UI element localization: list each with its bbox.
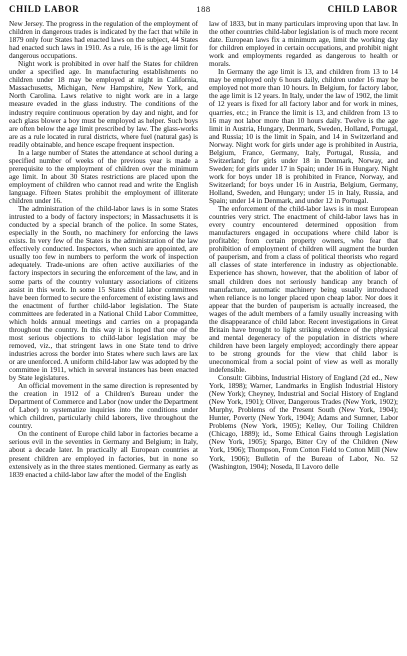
text-columns bbox=[9, 20, 398, 479]
header-right-title: CHILD LABOR bbox=[327, 4, 398, 14]
left-column bbox=[9, 20, 198, 479]
header-left-title: CHILD LABOR bbox=[9, 4, 80, 14]
paragraph: New Jersey. The progress in the regulation of the employment of children in dangerous trades is indicated by the fact that while in 1879 only four States had enacted laws on the subject, 44 States had enacted such laws in 1910. As a rule, 16 is the age limit for dangerous occupations. bbox=[9, 20, 198, 61]
paragraph: In a large number of States the attendance at school during a specified number of weeks of the previous year is made a prerequisite to the employment of children over the minimum age limit. In about 30 States restrictions are placed upon the employment of children who cannot read and write the English language. Fifteen States prohibit the employment of illiterate children under 16. bbox=[9, 148, 198, 206]
paragraph: Night work is prohibited in over half the States for children under a specified age. In manufacturing establishments no children under 18 may be employed at night in California, Massachusetts, Michigan, New Hampshire, New York, and North Carolina. Laws relative to night work are in a large measure evaded in the glass industry. The conditions of the industry require continuous operation by day and night, and for each glass blower a boy must be employed as helper. Such boys are often below the age limit prescribed by law. The glass-works are as a rule located in rural districts, where fuel (natural gas) is readily obtainable, and hence escape frequent inspection. bbox=[9, 60, 198, 149]
page-number: 188 bbox=[196, 4, 211, 14]
paragraph: law of 1833, but in many particulars improving upon that law. In the other countries child-labor legislation is of much more recent date. European laws fix a minimum age, limit the working day for children employed in certain occupations, and prohibit night work and employments regarded as dangerous to health or morals. bbox=[209, 20, 398, 69]
paragraph: Consult: Gibbins, Industrial History of England (2d ed., New York, 1898); Warner, Landmarks in English Industrial History (New York); Cheyney, Industrial and Social History of England (New York, 1901); Oliver, Dangerous Trades (New York, 1902); Murphy, Problems of the Present South (New York, 1904); Hunter, Poverty (New York, 1904); Adams and Sumner, Labor Problems (New York, 1905); Kelley, Our Toiling Children (Chicago, 1889); id., Some Ethical Gains through Legislation (New York, 1905); Spargo, Bitter Cry of the Children (New York, 1906); Thompson, From Cotton Field to Cotton Mill (New York, 1906); Bulletin of the Bureau of Labor, No. 52 (Washington, 1904); Noseda, Il Lavoro delle bbox=[209, 374, 398, 471]
paragraph: An official movement in the same direction is represented by the creation in 1912 of a Children's Bureau under the Department of Commerce and Labor (now under the Department of Labor) to systematize inquiries into the conditions under which children, particularly child laborers, live throughout the country. bbox=[9, 382, 198, 431]
paragraph: The administration of the child-labor laws is in some States intrusted to a body of factory inspectors; in Massachusetts it is conducted by a special branch of the police. In some States, especially in the South, no machinery for enforcing the laws exists. In very few of the States is the administration of the law effectively conducted. Inspectors, when such are appointed, are usually too few in numbers to perform the work of inspection adequately. Trade-unions are often active auxiliaries of the factory inspectors in securing the enforcement of the law, and in some parts of the country voluntary associations of citizens assist in this work. In some 15 States child labor committees have been formed to secure the enforcement of existing laws and the enactment of further child-labor legislation. The State committees are federated in a National Child Labor Committee, which holds annual meetings and carries on a propaganda throughout the country. In this way it is hoped that one of the most serious objections to child-labor legislation may be removed, viz., that stringent laws in one State tend to drive industries across the border into States where such laws are lax or are unenforced. A uniform child-labor law was adopted by the committee in 1911, which in several instances has been enacted by State legislatures. bbox=[9, 205, 198, 383]
right-column bbox=[209, 20, 398, 479]
running-header bbox=[9, 4, 398, 18]
paragraph: The enforcement of the child-labor laws is in most European countries very strict. The enactment of child-labor laws has in every country encountered determined opposition from manufacturers engaged in occupations where child labor is profitable; from certain property owners, who fear that prohibition of employment of children will augment the burden of pauperism, and from a class of political theorists who regard all classes of state interference in industry as objectionable. Experience has shown, however, that the abolition of labor of small children does not seriously handicap any branch of manufacture, automatic machinery being usually introduced when reliance is no longer placed upon cheap labor. Nor does it appear that the burden of pauperism is actually increased, the wages of the adult members of a family usually increasing with the disappearance of child labor. Recent investigations in Great Britain have brought to light striking evidence of the physical and mental degeneracy of the population in districts where children have been largely employed; accordingly there appear to be strong grounds for the view that child labor is uneconomical from a social point of view as well as morally indefensible. bbox=[209, 205, 398, 375]
paragraph: On the continent of Europe child labor in factories became a serious evil in the seventies in Germany and Belgium; in Italy, about a decade later. In practically all European countries at present children are employed in factories, but in none so extensively as in the three states mentioned. Germany as early as 1839 enacted a child-labor law after the model of the English bbox=[9, 430, 198, 479]
paragraph: In Germany the age limit is 13, and children from 13 to 14 may be employed only 6 hours daily, children under 16 may be employed not more than 10 hours. In Belgium, for factory labor, the age limit is 12 years. In Italy, under the law of 1902, the limit of 12 years is fixed for all factory labor and for work in mines, quarries, etc.; in France the limit is 13, and children from 13 to 16 may not labor more than 10 hours daily. Twelve is the age limit in Austria, Hungary, Denmark, Sweden, Holland, Portugal, and Russia; 10 is the limit in Spain, and 14 in Switzerland and Norway. Night work for girls under age is prohibited in Austria, Belgium, France, Germany, Italy, Portugal, Russia, and Switzerland; for girls under 18 in Denmark, Norway, and Sweden; for girls under 17 in Spain; under 16 in Hungary. Night work for boys under 18 is prohibited in France, Norway, and Switzerland; for boys under 16 in Austria, Belgium, Germany, Holland, Sweden, and Hungary; under 15 in Italy, Russia, and Spain; under 14 in Denmark, and under 12 in Portugal. bbox=[209, 68, 398, 206]
